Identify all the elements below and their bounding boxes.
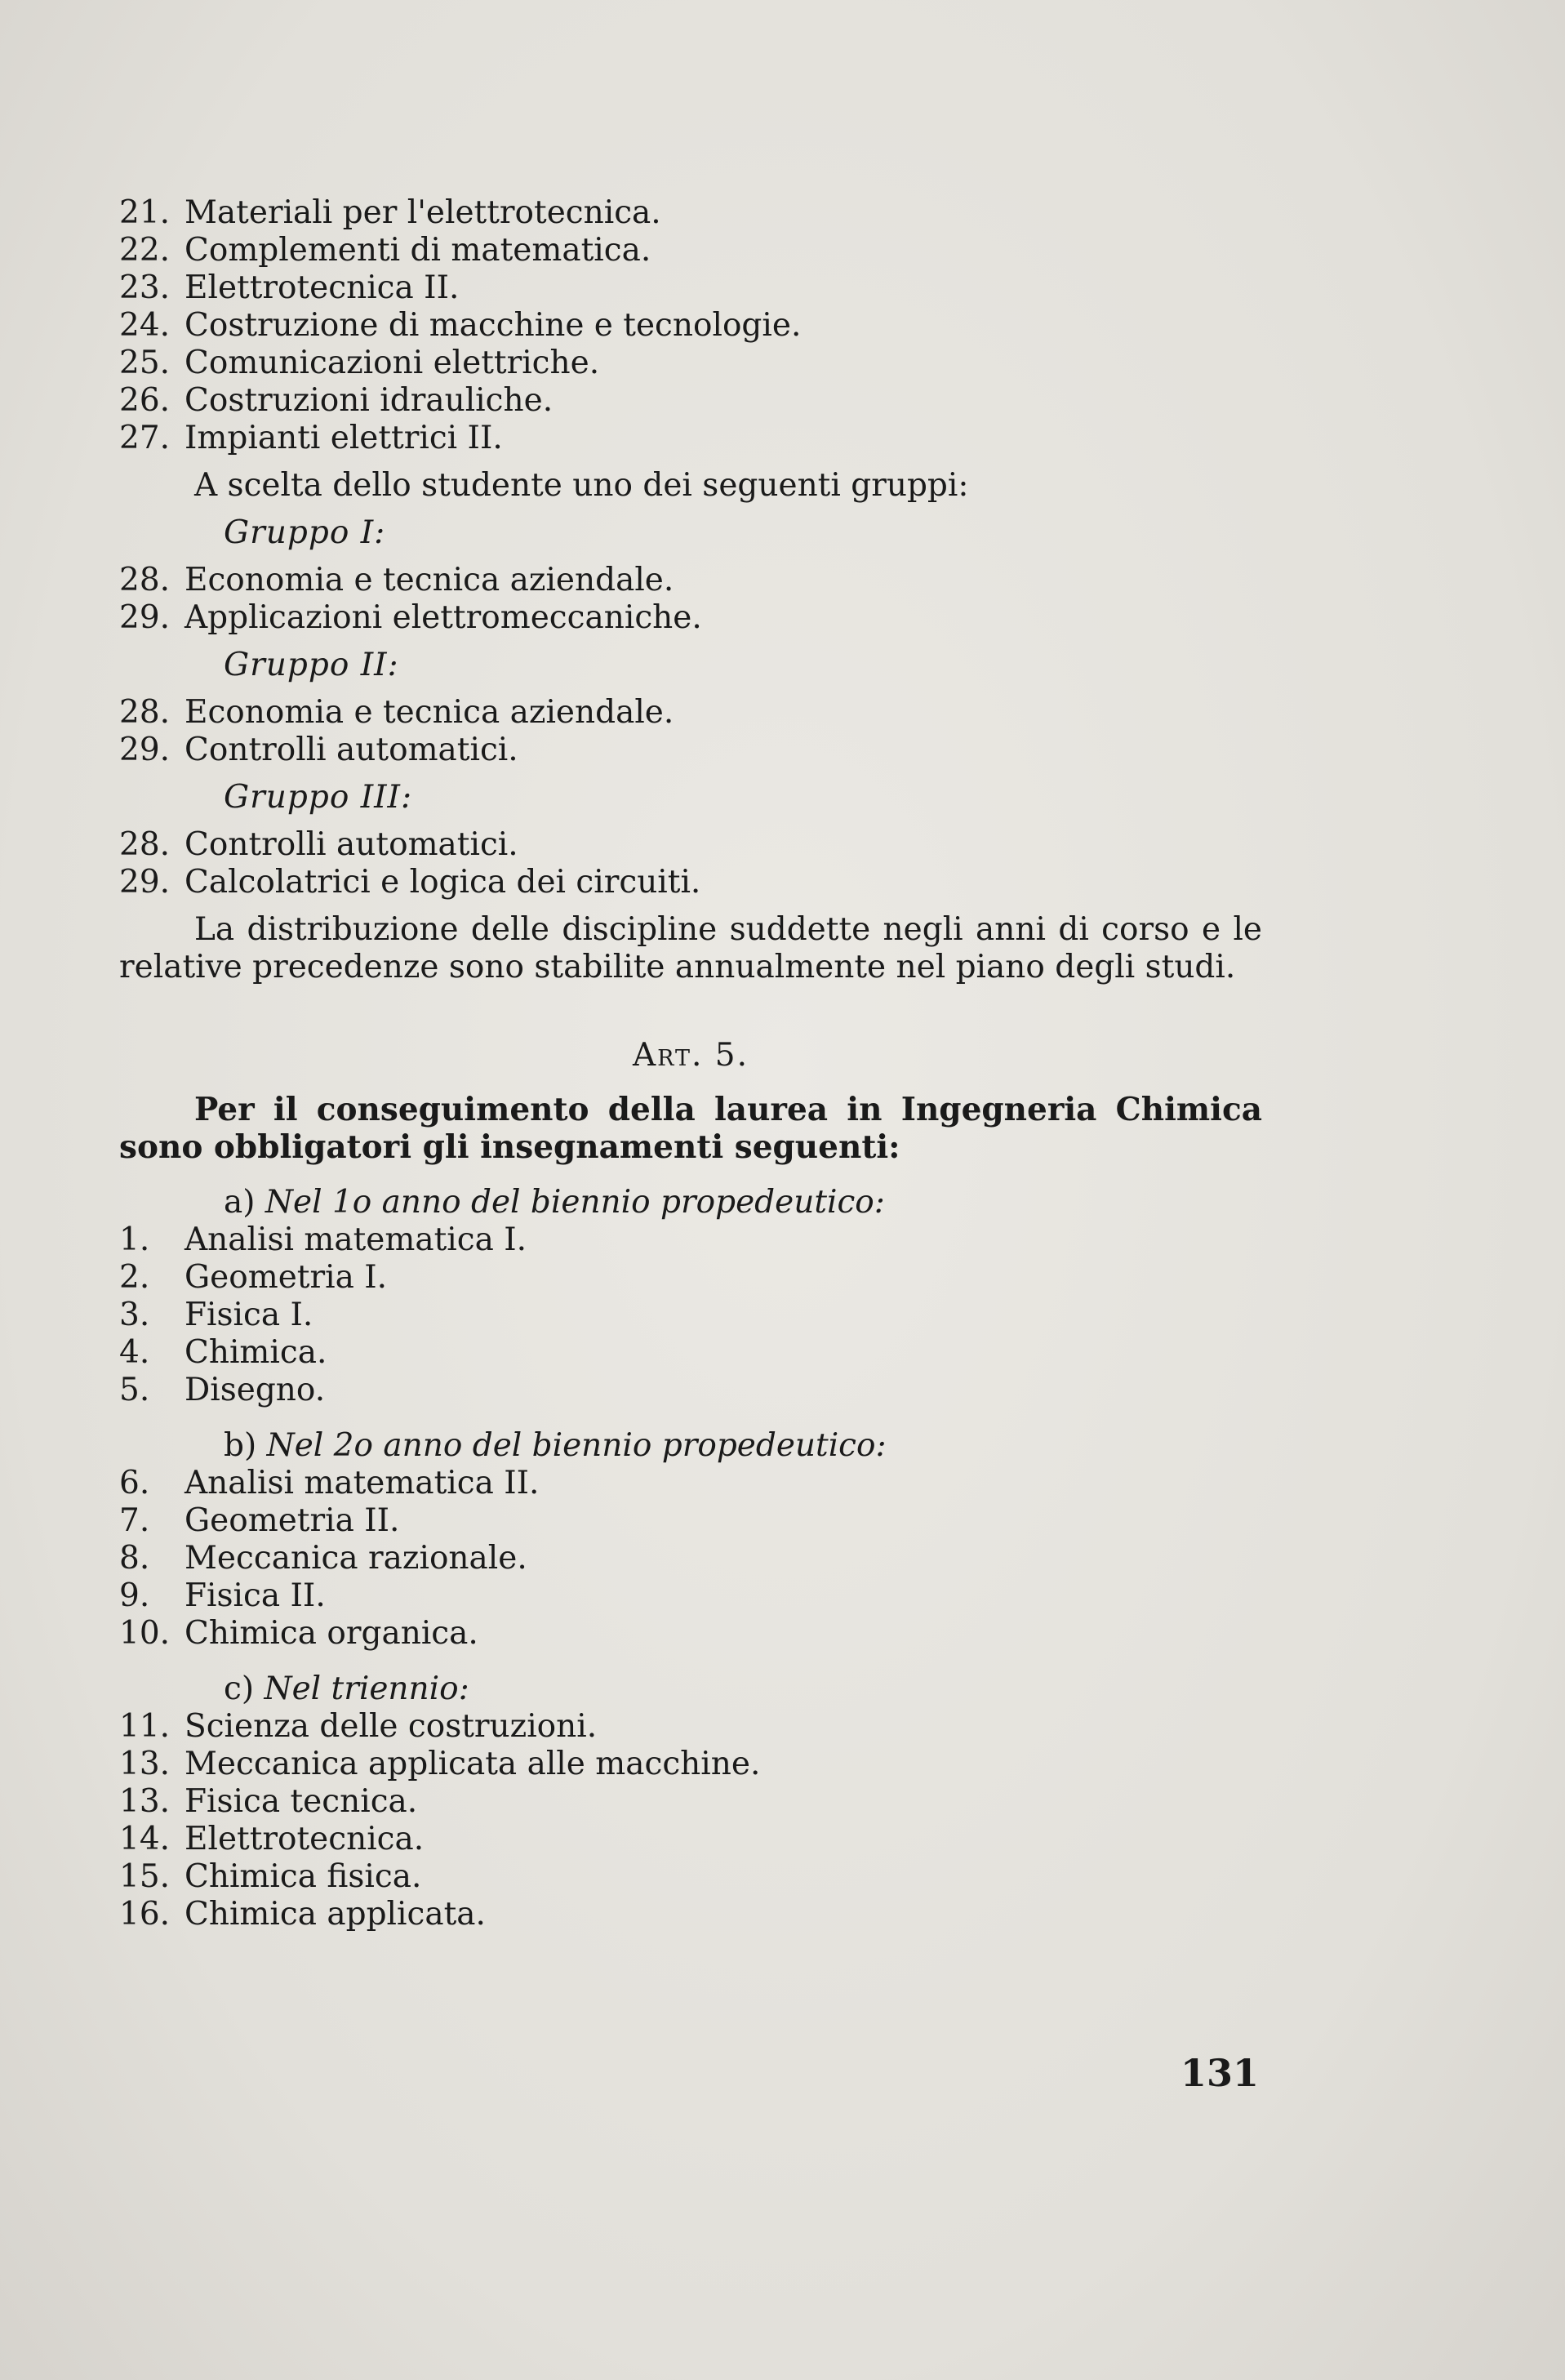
section-heading [119, 1427, 1262, 1465]
item-text: Chimica fisica. [185, 1858, 422, 1895]
group-title: Gruppo II: [224, 647, 399, 683]
item-number: 5. [119, 1372, 150, 1408]
group-3 [119, 779, 1262, 901]
list-item [119, 420, 1262, 457]
item-text: Calcolatrici e logica dei circuiti. [185, 864, 701, 901]
paragraph-text: La distribuzione delle discipline suddette negli anni di corso e le relative precedenze sono stabilite annualmente nel piano degli studi. [119, 911, 1262, 985]
item-number: 4. [119, 1334, 150, 1371]
item-text: Controlli automatici. [185, 732, 518, 768]
list-item [119, 345, 1262, 382]
item-text: Economia e tecnica aziendale. [185, 694, 674, 731]
item-number: 25. [119, 345, 171, 381]
page-number: 131 [1180, 2051, 1259, 2095]
list-item [119, 1465, 1262, 1502]
item-text: Disegno. [185, 1372, 326, 1408]
group-title: Gruppo I: [224, 514, 386, 551]
item-number: 27. [119, 420, 171, 456]
item-text: Economia e tecnica aziendale. [185, 562, 674, 598]
list-item [119, 1615, 1262, 1653]
item-text: Elettrotecnica. [185, 1821, 425, 1857]
item-number: 16. [119, 1896, 171, 1933]
item-text: Costruzione di macchine e tecnologie. [185, 307, 802, 344]
list-item [119, 1540, 1262, 1577]
item-number: 29. [119, 599, 171, 636]
item-text: Chimica organica. [185, 1615, 478, 1652]
item-number: 13. [119, 1746, 171, 1782]
item-text: Fisica tecnica. [185, 1783, 418, 1820]
group-title: Gruppo III: [224, 779, 413, 816]
item-number: 23. [119, 269, 171, 306]
item-text: Analisi matematica I. [185, 1221, 527, 1258]
item-text: Materiali per l'elettrotecnica. [185, 194, 661, 231]
section-a [119, 1184, 1262, 1409]
item-text: Fisica I. [185, 1297, 313, 1333]
list-item [119, 1783, 1262, 1821]
distribution-paragraph [119, 911, 1262, 986]
item-text: Analisi matematica II. [185, 1465, 540, 1501]
item-number: 22. [119, 232, 171, 269]
item-text: Geometria II. [185, 1502, 400, 1539]
group-1 [119, 514, 1262, 637]
list-item [119, 1259, 1262, 1297]
item-text: Fisica II. [185, 1577, 326, 1614]
item-number: 28. [119, 826, 171, 863]
item-text: Applicazioni elettromeccaniche. [185, 599, 702, 636]
item-text: Chimica. [185, 1334, 327, 1371]
section-prefix: a) [224, 1184, 256, 1221]
list-item [119, 732, 1262, 769]
list-item [119, 864, 1262, 901]
list-item [119, 1502, 1262, 1540]
item-number: 1. [119, 1221, 150, 1258]
list-item [119, 1708, 1262, 1746]
item-number: 2. [119, 1259, 150, 1296]
item-number: 15. [119, 1858, 171, 1895]
page-content [119, 194, 1262, 1933]
list-item [119, 826, 1262, 864]
course-list-top [119, 194, 1262, 457]
choice-intro: A scelta dello studente uno dei seguenti gruppi: [194, 467, 969, 504]
list-item [119, 1821, 1262, 1858]
item-number: 3. [119, 1297, 150, 1333]
list-item [119, 1746, 1262, 1783]
item-number: 21. [119, 194, 171, 231]
list-item [119, 1221, 1262, 1259]
item-text: Elettrotecnica II. [185, 269, 460, 306]
item-text: Meccanica applicata alle macchine. [185, 1746, 761, 1782]
list-item [119, 1896, 1262, 1933]
item-number: 24. [119, 307, 171, 344]
list-item [119, 194, 1262, 232]
article-heading: Art. 5. [632, 1037, 749, 1074]
item-text: Chimica applicata. [185, 1896, 486, 1933]
paragraph-text: Per il conseguimento della laurea in Ingegneria Chimica sono obbligatori gli insegnamenti seguenti: [119, 1091, 1262, 1166]
item-text: Impianti elettrici II. [185, 420, 503, 456]
item-number: 26. [119, 382, 171, 419]
item-text: Controlli automatici. [185, 826, 518, 863]
list-item [119, 1372, 1262, 1409]
list-item [119, 1297, 1262, 1334]
item-number: 14. [119, 1821, 171, 1857]
section-label: Nel triennio: [264, 1670, 469, 1707]
list-item [119, 232, 1262, 269]
section-c [119, 1670, 1262, 1933]
list-item [119, 269, 1262, 307]
item-number: 9. [119, 1577, 150, 1614]
section-prefix: c) [224, 1670, 255, 1707]
item-number: 29. [119, 732, 171, 768]
section-label: Nel 2o anno del biennio propedeutico: [266, 1427, 887, 1464]
article-intro [119, 1091, 1262, 1166]
list-item [119, 1577, 1262, 1615]
section-b [119, 1427, 1262, 1653]
list-item [119, 307, 1262, 345]
item-number: 8. [119, 1540, 150, 1577]
item-text: Geometria I. [185, 1259, 388, 1296]
section-heading [119, 1670, 1262, 1708]
item-number: 28. [119, 694, 171, 731]
item-number: 28. [119, 562, 171, 598]
item-number: 6. [119, 1465, 150, 1501]
section-heading [119, 1184, 1262, 1221]
list-item [119, 1334, 1262, 1372]
item-text: Meccanica razionale. [185, 1540, 527, 1577]
item-number: 13. [119, 1783, 171, 1820]
item-number: 11. [119, 1708, 171, 1745]
item-text: Costruzioni idrauliche. [185, 382, 554, 419]
list-item [119, 1858, 1262, 1896]
item-text: Comunicazioni elettriche. [185, 345, 600, 381]
list-item [119, 382, 1262, 420]
item-number: 7. [119, 1502, 150, 1539]
group-2 [119, 647, 1262, 769]
item-number: 29. [119, 864, 171, 901]
list-item [119, 599, 1262, 637]
list-item [119, 562, 1262, 599]
item-text: Scienza delle costruzioni. [185, 1708, 598, 1745]
item-number: 10. [119, 1615, 171, 1652]
section-label: Nel 1o anno del biennio propedeutico: [265, 1184, 885, 1221]
section-prefix: b) [224, 1427, 257, 1464]
list-item [119, 694, 1262, 732]
item-text: Complementi di matematica. [185, 232, 651, 269]
